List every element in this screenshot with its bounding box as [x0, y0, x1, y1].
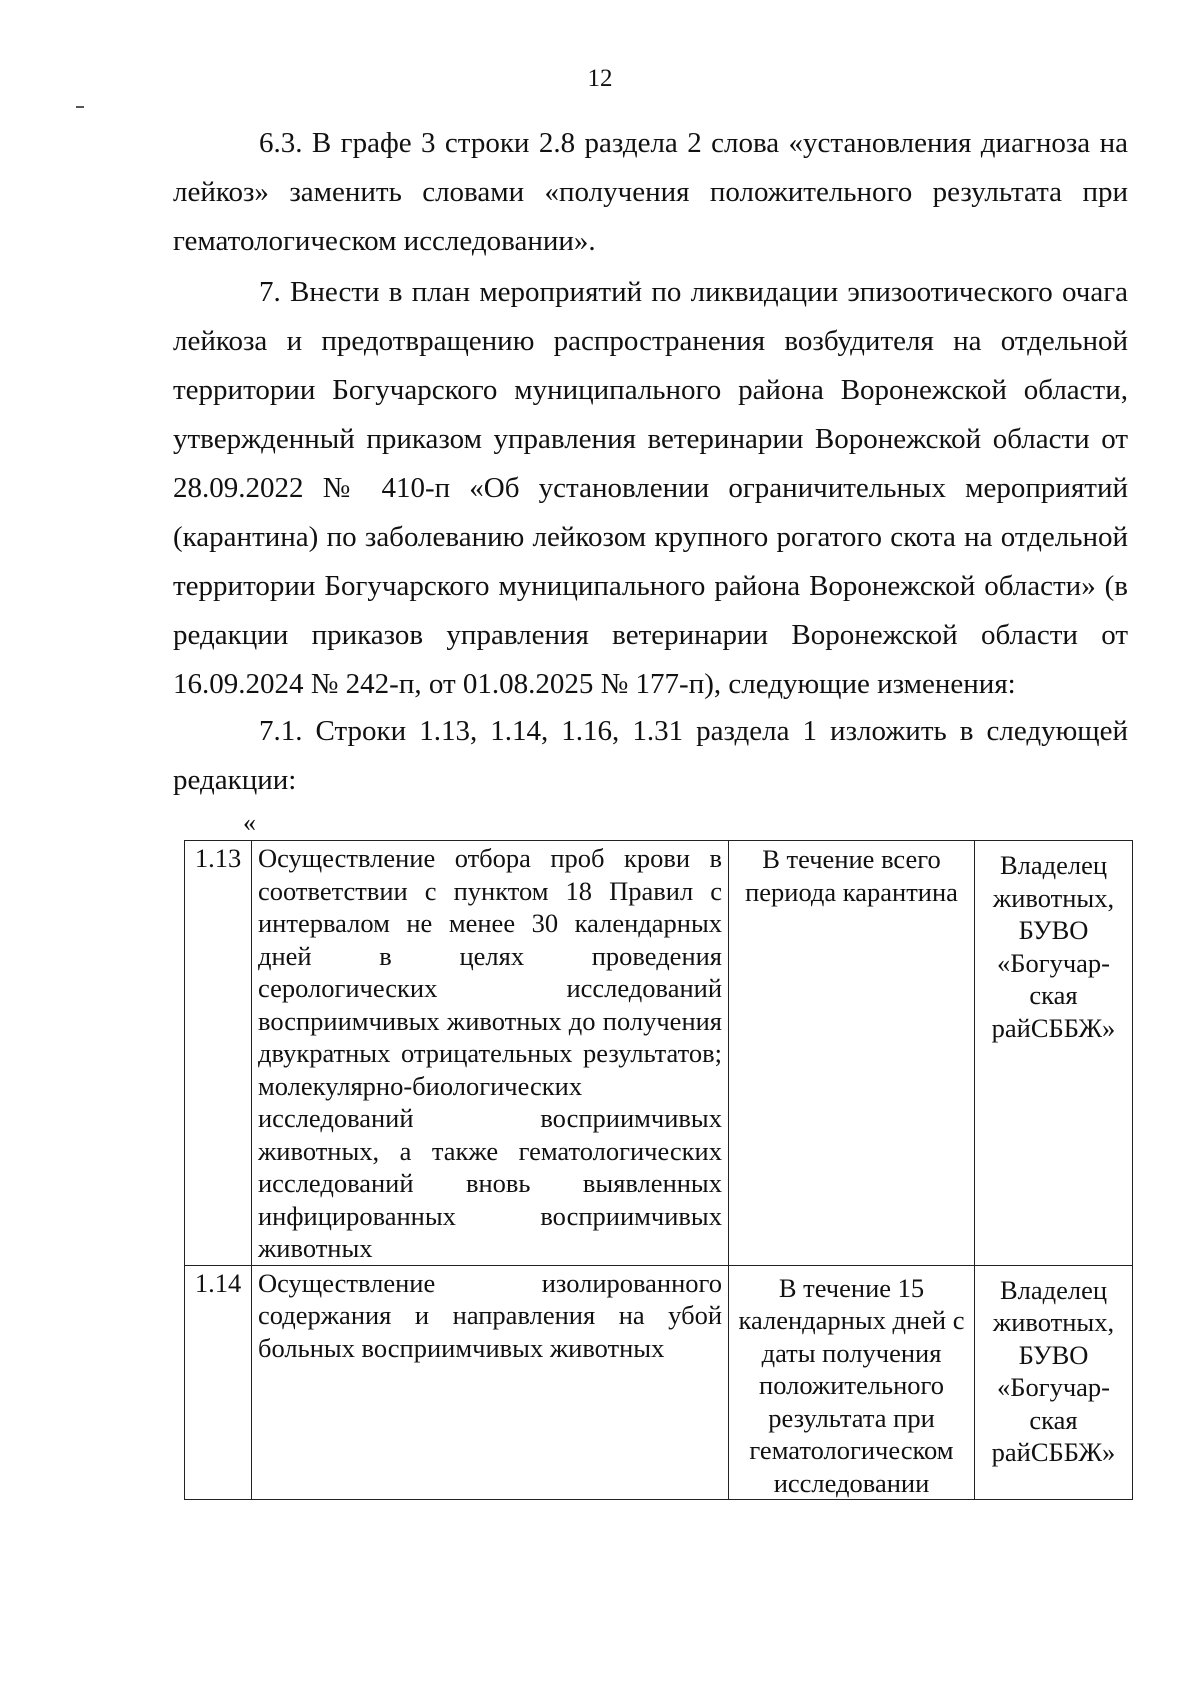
- table-row: [185, 841, 1133, 1266]
- row-responsible: Владелец животных, БУВО «Богучар-ская райСББЖ»: [975, 1265, 1133, 1500]
- paragraph-7-text: 7. Внести в план мероприятий по ликвидации эпизоотического очага лейкоза и предотвращению распространения возбудителя на отдельной территории Богучарского муниципального района Воронежской области, утвержденный приказом управления ветеринарии Воронежской области от 28.09.2022 № 410-п «Об установлении ограничительных мероприятий (карантина) по заболеванию лейкозом крупного рогатого скота на отдельной территории Богучарского муниципального района Воронежской области» (в редакции приказов управления ветеринарии Воронежской области от 16.09.2024 № 242-п, от 01.08.2025 № 177-п), следующие изменения:: [173, 276, 1128, 700]
- paragraph-7: [173, 268, 1128, 709]
- paragraph-7-1-text: 7.1. Строки 1.13, 1.14, 1.16, 1.31 раздела 1 изложить в следующей редакции:: [173, 715, 1128, 796]
- scan-mark: [76, 106, 84, 108]
- table-row: [185, 1265, 1133, 1500]
- table-open-quote: «: [243, 808, 256, 837]
- amendment-table: [184, 840, 1133, 1500]
- row-number: 1.13: [185, 841, 252, 1266]
- row-action: Осуществление изолированного содержания и направления на убой больных восприимчивых животных: [252, 1265, 729, 1500]
- row-term: В течение 15 календарных дней с даты получения положительного результата при гематологическом исследовании: [729, 1265, 975, 1500]
- paragraph-7-1: [173, 707, 1128, 805]
- paragraph-6-3: [173, 119, 1128, 266]
- paragraph-6-3-text: 6.3. В графе 3 строки 2.8 раздела 2 слова «установления диагноза на лейкоз» заменить словами «получения положительного результата при гематологическом исследовании».: [173, 127, 1128, 257]
- page-number: 12: [587, 65, 613, 92]
- row-term: В течение всего периода карантина: [729, 841, 975, 1266]
- row-action: Осуществление отбора проб крови в соответствии с пунктом 18 Правил с интервалом не менее 30 календарных дней в целях проведения серологических исследований восприимчивых животных до получения двукратных отрицательных результатов; молекулярно-биологических исследований восприимчивых животных, а также гематологических исследований вновь выявленных инфицированных восприимчивых животных: [252, 841, 729, 1266]
- row-responsible: Владелец животных, БУВО «Богучар-ская райСББЖ»: [975, 841, 1133, 1266]
- row-number: 1.14: [185, 1265, 252, 1500]
